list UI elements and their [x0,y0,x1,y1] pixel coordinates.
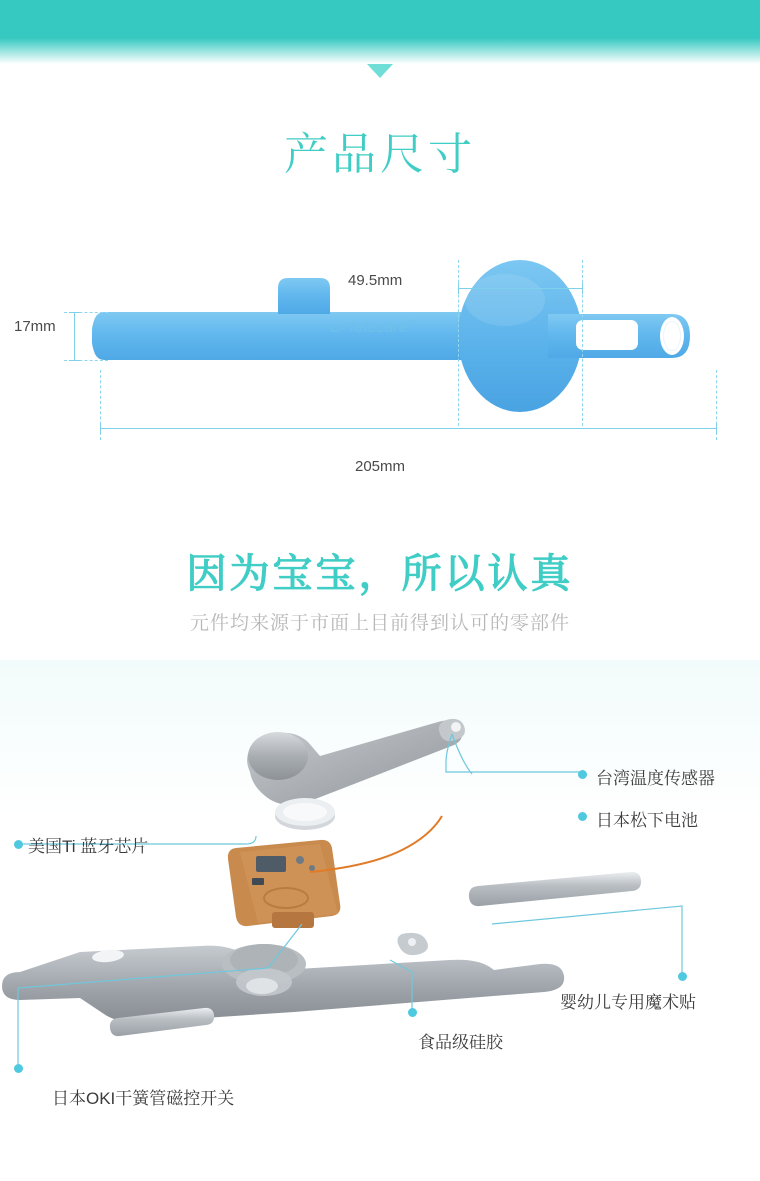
callout-dot-silicone [408,1008,417,1017]
length-measure-line [100,428,716,429]
top-band-fade [0,38,760,64]
measurement-head-label: 49.5mm [348,272,403,289]
height-measure-line [74,312,75,360]
callout-dot-velcro [678,972,687,981]
height-tick-bottom [69,360,80,361]
callout-label-battery: 日本松下电池 [596,811,698,830]
callout-label-bluetooth-chip: 美国Ti 蓝牙芯片 [28,837,149,856]
measurement-height-label: 17mm [14,318,56,335]
page-subtitle-quality: 元件均来源于市面上目前得到认可的零部件 [189,613,570,634]
top-color-band [0,0,760,38]
down-arrow-icon [367,64,393,78]
callout-dot-battery [578,812,587,821]
head-tick-left [458,283,459,294]
page-title-dimensions: 产品尺寸 [284,130,476,179]
exploded-view-diagram [0,660,760,1181]
product-logo-text: U-Telecare [330,319,408,336]
callout-dot-bluetooth-chip [14,840,23,849]
head-measure-line [458,288,582,289]
callout-label-temperature-sensor: 台湾温度传感器 [596,769,715,788]
head-tick-right [582,283,583,294]
measurement-length-label: 205mm [354,458,406,475]
length-tick-left [100,423,101,434]
dimension-diagram [0,230,760,500]
length-tick-right [716,423,717,434]
callout-dot-temperature-sensor [578,770,587,779]
page-title-quality: 因为宝宝，所以认真 [186,552,574,596]
callout-dot-reed-switch [14,1064,23,1073]
callout-label-velcro: 婴幼儿专用魔术贴 [560,993,696,1012]
height-tick-top [69,312,80,313]
callout-label-reed-switch: 日本OKI干簧管磁控开关 [52,1089,235,1108]
product-logo [330,318,415,336]
registered-mark: ® [407,318,415,328]
callout-label-silicone: 食品级硅胶 [418,1033,503,1052]
